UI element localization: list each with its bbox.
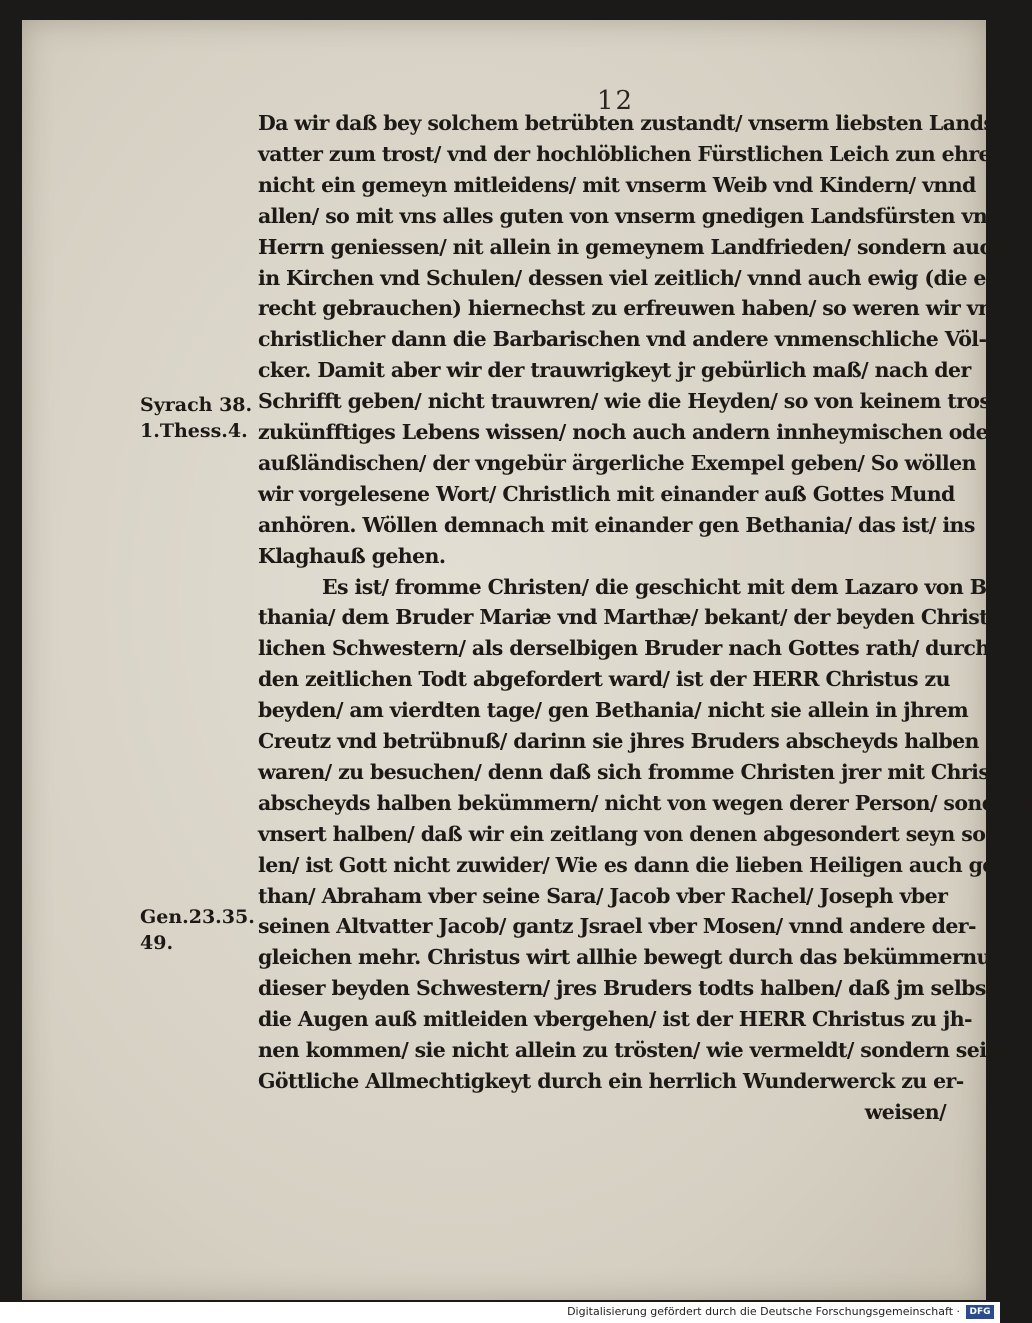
text-line: Schrifft geben/ nicht trauwren/ wie die Heyden/ so von keinem trost <box>258 389 1000 414</box>
text-line: recht gebrauchen) hiernechst zu erfreuwen haben/ so weren wir vn- <box>258 296 1001 321</box>
text-line: beyden/ am vierdten tage/ gen Bethania/ nicht sie allein in jhrem <box>258 698 969 723</box>
text-line: vatter zum trost/ vnd der hochlöblichen Fürstlichen Leich zun ehren/ <box>258 141 1013 166</box>
text-line: len/ ist Gott nicht zuwider/ Wie es dann die lieben Heiligen auch ge- <box>258 852 1003 877</box>
margin-note-gen: Gen.23.35. <box>140 906 255 928</box>
text-line: zukünfftiges Lebens wissen/ noch auch andern innheymischen oder <box>258 420 999 444</box>
text-line: thania/ dem Bruder Mariæ vnd Marthæ/ bekant/ der beyden Christ- <box>258 605 996 630</box>
text-line: nen kommen/ sie nicht allein zu trösten/ wie vermeldt/ sondern seine <box>258 1038 1014 1062</box>
text-line: anhören. Wöllen demnach mit einander gen Bethania/ das ist/ ins <box>258 512 975 537</box>
text-line: gleichen mehr. Christus wirt allhie bewegt durch das bekümmernuß <box>258 945 1006 970</box>
text-line: Creutz vnd betrübnuß/ darinn sie jhres Bruders abscheyds halben <box>258 729 979 753</box>
text-line: lichen Schwestern/ als derselbigen Bruder nach Gottes rath/ durch <box>258 636 990 661</box>
text-line: vnsert halben/ daß wir ein zeitlang von denen abgesondert seyn sol- <box>258 821 1001 846</box>
text-line: than/ Abraham vber seine Sara/ Jacob vber Rachel/ Joseph vber <box>258 883 948 908</box>
text-line: die Augen auß mitleiden vbergehen/ ist der HERR Christus zu jh- <box>258 1007 972 1032</box>
text-line: abscheyds halben bekümmern/ nicht von wegen derer Person/ sondern <box>258 790 1032 815</box>
text-line: weisen/ <box>864 1099 946 1124</box>
text-line: in Kirchen vnd Schulen/ dessen viel zeitlich/ vnnd auch ewig (die es <box>258 265 997 290</box>
margin-note-gen-cont: 49. <box>140 932 174 954</box>
text-line: dieser beyden Schwestern/ jres Bruders todts halben/ daß jm selbst <box>258 976 995 1001</box>
text-line: den zeitlichen Todt abgefordert ward/ ist der HERR Christus zu <box>258 667 950 692</box>
page-number: 12 <box>597 86 635 116</box>
text-line: Da wir daß bey solchem betrübten zustandt/ vnserm liebsten Lands- <box>258 111 1003 135</box>
text-line: nicht ein gemeyn mitleidens/ mit vnserm Weib vnd Kindern/ vnnd <box>258 172 976 197</box>
dfg-logo: DFG <box>966 1305 994 1319</box>
text-line: waren/ zu besuchen/ denn daß sich fromme Christen jrer mit Christen <box>258 759 1025 784</box>
text-line: seinen Altvatter Jacob/ gantz Jsrael vber Mosen/ vnnd andere der- <box>258 914 976 939</box>
margin-note-syrach: Syrach 38. <box>140 394 253 416</box>
text-line: allen/ so mit vns alles guten von vnserm gnedigen Landsfürsten vnd <box>258 203 1001 228</box>
text-line: cker. Damit aber wir der trauwrigkeyt jr gebürlich maß/ nach der <box>258 358 971 383</box>
text-line: Herrn geniessen/ nit allein in gemeynem Landfrieden/ sondern auch <box>258 234 1006 259</box>
margin-note-thess: 1.Thess.4. <box>140 420 248 442</box>
text-line: außländischen/ der vngebür ärgerliche Exempel geben/ So wöllen <box>258 450 976 475</box>
text-line: Göttliche Allmechtigkeyt durch ein herrlich Wunderwerck zu er- <box>258 1068 964 1093</box>
text-line: Es ist/ fromme Christen/ die geschicht mit dem Lazaro von Be- <box>322 574 1007 599</box>
footer-bar <box>0 1302 1000 1323</box>
text-line: wir vorgelesene Wort/ Christlich mit einander auß Gottes Mund <box>258 481 955 506</box>
text-line: christlicher dann die Barbarischen vnd andere vnmenschliche Völ- <box>258 327 987 352</box>
footer-credit: Digitalisierung gefördert durch die Deutsche Forschungsgemeinschaft · <box>567 1305 960 1318</box>
text-line: Klaghauß gehen. <box>258 543 446 568</box>
